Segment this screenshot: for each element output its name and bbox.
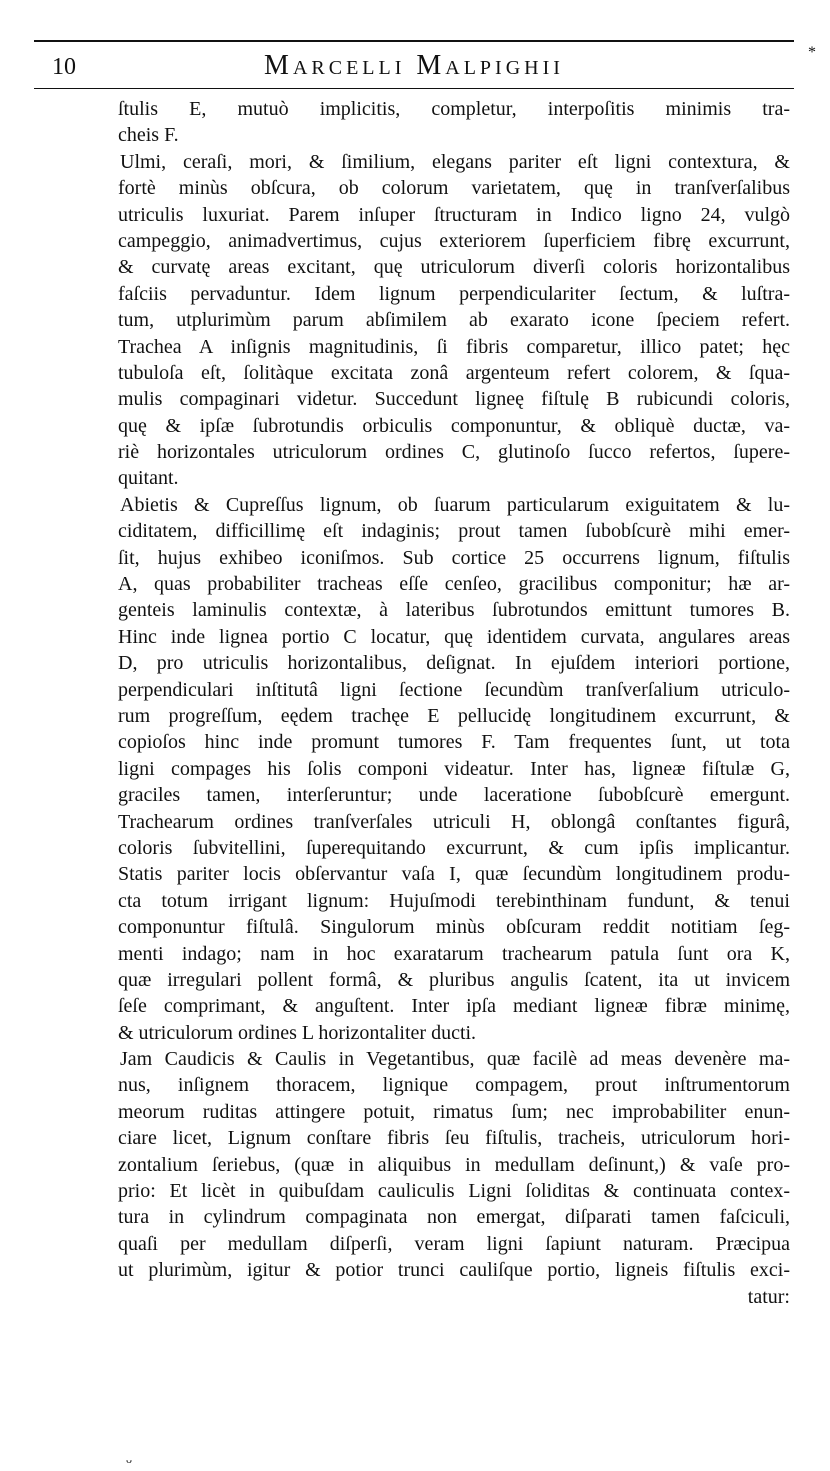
- text-line: fortè minùs obſcura, ob colorum varietatem, quę in tranſverſalibus: [118, 177, 790, 200]
- text-line: tura in cylindrum compaginata non emergat, diſparati tamen faſciculi,: [118, 1206, 790, 1229]
- text-line: utriculis luxuriat. Parem inſuper ſtructuram in Indico ligno 24, vulgò: [118, 203, 790, 226]
- corner-mark: *: [808, 44, 816, 61]
- text-line: graciles tamen, interſeruntur; unde laceratione ſubobſcurè emergunt.: [118, 784, 790, 807]
- text-line: campeggio, animadvertimus, cujus exteriorem ſuperficiem fibrę excurrunt,: [118, 229, 790, 252]
- header-rule: [34, 88, 794, 89]
- text-line: Trachearum ordines tranſverſales utriculi H, oblongâ conſtantes figurâ,: [118, 810, 790, 833]
- text-line: & curvatę areas excitant, quę utriculorum diverſi coloris horizontalibus: [118, 256, 790, 279]
- text-line: copioſos hinc inde promunt tumores F. Tam frequentes ſunt, ut tota: [118, 731, 790, 754]
- text-line: tum, utplurimùm parum abſimilem ab exarato icone ſpeciem refert.: [118, 309, 790, 332]
- text-line: nus, inſignem thoracem, lignique compagem, prout inſtrumentorum: [118, 1074, 790, 1097]
- page-header: [34, 50, 794, 86]
- text-line: ut plurimùm, igitur & potior trunci cauliſque portio, ligneis fiſtulis exci-: [118, 1259, 790, 1282]
- text-line: zontalium ſeriebus, (quæ in aliquibus in medullam deſinunt,) & vaſe pro-: [118, 1153, 790, 1176]
- text-line: coloris ſubvitellini, ſuperequitando excurrunt, & cum ipſis implicantur.: [118, 836, 790, 859]
- text-line: ciditatem, difficillimę eſt indaginis; prout tamen ſubobſcurè mihi emer-: [118, 520, 790, 543]
- text-line: Trachea A inſignis magnitudinis, ſi fibris comparetur, illico patet; hęc: [118, 335, 790, 358]
- text-line: mulis compaginari videtur. Succedunt ligneę fiſtulę B rubicundi coloris,: [118, 388, 790, 411]
- text-line: Jam Caudicis & Caulis in Vegetantibus, quæ facilè ad meas devenère ma-: [120, 1048, 790, 1071]
- text-line: & utriculorum ordines L horizontaliter ducti.: [118, 1021, 477, 1044]
- text-line: quitant.: [118, 467, 179, 490]
- text-line: A, quas probabiliter tracheas eſſe cenſeo, gracilibus componitur; hæ ar-: [118, 573, 790, 596]
- catchword: tatur:: [747, 1285, 790, 1308]
- text-line: menti indago; nam in hoc exaratarum trachearum patula ſunt ora K,: [118, 942, 790, 965]
- text-line: componuntur fiſtulâ. Singulorum minùs obſcuram reddit notitiam ſeg-: [118, 916, 790, 939]
- top-rule: [34, 40, 794, 42]
- text-line: cheis F.: [118, 124, 179, 147]
- page-number: 10: [52, 54, 76, 80]
- text-line: ligni compages his ſolis componi videatur. Inter has, ligneæ fiſtulæ G,: [118, 757, 790, 780]
- text-line: ſeſe comprimant, & anguſtent. Inter ipſa mediant ligneæ fibræ minimę,: [118, 995, 790, 1018]
- running-title: Marcelli Malpighii: [264, 50, 564, 81]
- text-line: riè horizontales utriculorum ordines C, glutinoſo ſucco refertos, ſupere-: [118, 441, 790, 464]
- text-line: perpendiculari inſtitutâ ligni ſectione ſecundùm tranſverſalium utriculo-: [118, 678, 790, 701]
- footer-mark: ᴗ: [126, 1452, 132, 1466]
- text-line: Ulmi, ceraſi, mori, & ſimilium, elegans pariter eſt ligni contextura, &: [120, 150, 790, 173]
- text-line: faſciis pervaduntur. Idem lignum perpendiculariter ſectum, & luſtra-: [118, 282, 790, 305]
- text-line: genteis laminulis contextæ, à lateribus ſubrotundos emittunt tumores B.: [118, 599, 790, 622]
- text-line: quaſi per medullam diſperſi, veram ligni ſapiunt naturam. Præcipua: [118, 1232, 790, 1255]
- text-line: quæ irregulari pollent formâ, & pluribus angulis ſcatent, ita ut invicem: [118, 968, 790, 991]
- text-line: D, pro utriculis horizontalibus, deſignat. In ejuſdem interiori portione,: [118, 652, 790, 675]
- text-line: quę & ipſæ ſubrotundis orbiculis componuntur, & obliquè ductæ, va-: [118, 414, 790, 437]
- body-text: [118, 96, 790, 1310]
- text-line: ſtulis E, mutuò implicitis, completur, interpoſitis minimis tra-: [118, 98, 790, 120]
- text-line: Hinc inde lignea portio C locatur, quę identidem curvata, angulares areas: [118, 625, 790, 648]
- text-line: prio: Et licèt in quibuſdam cauliculis Ligni ſoliditas & continuata contex-: [118, 1180, 790, 1203]
- text-line: cta totum irrigant lignum: Hujuſmodi terebinthinam fundunt, & tenui: [118, 889, 790, 912]
- text-line: rum progreſſum, eędem trachęe E pellucidę longitudinem excurrunt, &: [118, 704, 790, 727]
- text-line: ciare licet, Lignum conſtare fibris ſeu fiſtulis, tracheis, utriculorum hori-: [118, 1127, 790, 1150]
- text-line: ſit, hujus exhibeo iconiſmos. Sub cortice 25 occurrens lignum, fiſtulis: [118, 546, 790, 569]
- text-line: Statis pariter locis obſervantur vaſa I, quæ ſecundùm longitudinem produ-: [118, 863, 790, 886]
- text-line: Abietis & Cupreſſus lignum, ob ſuarum particularum exiguitatem & lu-: [120, 493, 790, 516]
- text-line: meorum ruditas attingere potuit, rimatus ſum; nec improbabiliter enun-: [118, 1100, 790, 1123]
- text-line: tubuloſa eſt, ſolitàque excitata zonâ argenteum refert colorem, & ſqua-: [118, 361, 790, 384]
